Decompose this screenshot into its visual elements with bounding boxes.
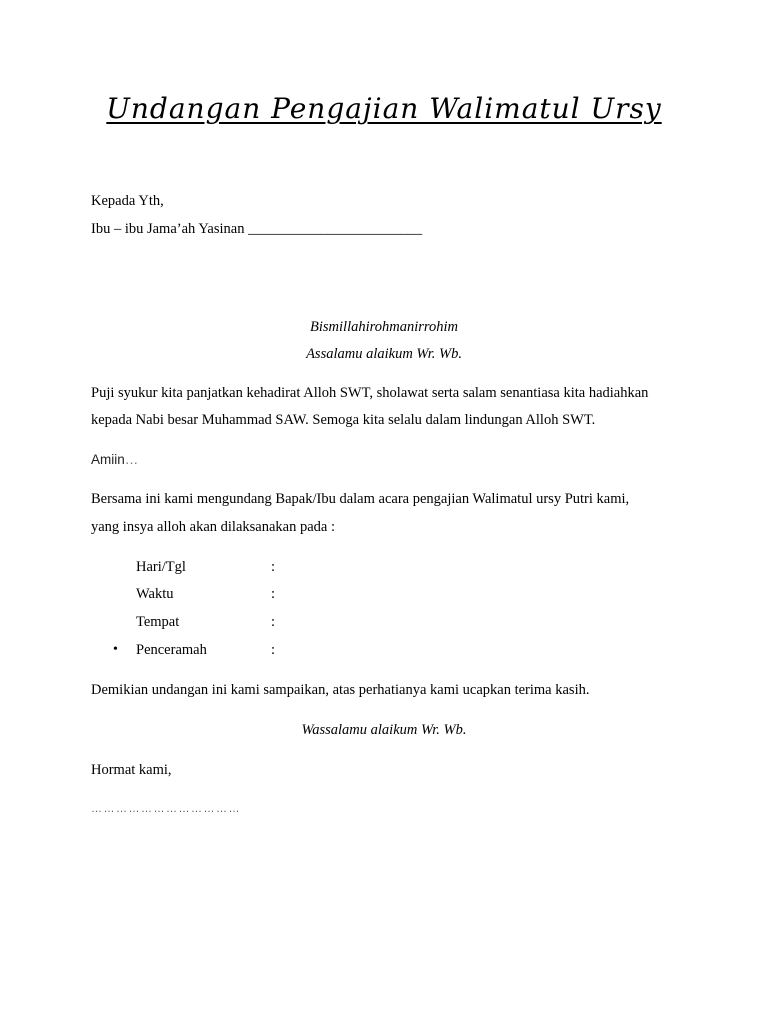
bullet-icon: • [113,642,118,657]
document-title: Undangan Pengajian Walimatul Ursy [106,92,662,125]
recipient-to: Kepada Yth, [91,193,164,209]
detail-label-waktu: Waktu [136,586,174,602]
detail-colon-waktu: : [271,586,276,602]
praise-line-2: kepada Nabi besar Muhammad SAW. Semoga kita selalu dalam lindungan Alloh SWT. [91,412,596,428]
basmalah: Bismillahirohmanirrohim [310,319,458,335]
closing-regards: Hormat kami, [91,762,172,778]
addressee-text: Ibu – ibu Jama’ah Yasinan ________________________ [91,221,423,237]
recipient-addressee [91,220,422,238]
amiin-dots: … [124,452,139,467]
praise-line-1: Puji syukur kita panjatkan kehadirat Alloh SWT, sholawat serta salam senantiasa kita hadiahkan [91,385,649,401]
detail-colon-tempat: : [271,614,276,630]
detail-label-hari: Hari/Tgl [136,559,186,575]
closing-thanks: Demikian undangan ini kami sampaikan, atas perhatianya kami ucapkan terima kasih. [91,682,590,698]
signature-line: ……………………………… [91,803,241,815]
opening-salam: Assalamu alaikum Wr. Wb. [306,346,462,362]
amiin-text: Amiin [91,452,125,467]
detail-colon-hari: : [271,559,276,575]
invite-line-1: Bersama ini kami mengundang Bapak/Ibu dalam acara pengajian Walimatul ursy Putri kami, [91,491,630,507]
detail-label-penceramah: Penceramah [136,642,207,658]
invite-line-2: yang insya alloh akan dilaksanakan pada : [91,519,336,535]
amiin [91,451,138,469]
detail-colon-penceramah: : [271,642,276,658]
detail-label-tempat: Tempat [136,614,180,630]
closing-salam: Wassalamu alaikum Wr. Wb. [301,722,467,738]
